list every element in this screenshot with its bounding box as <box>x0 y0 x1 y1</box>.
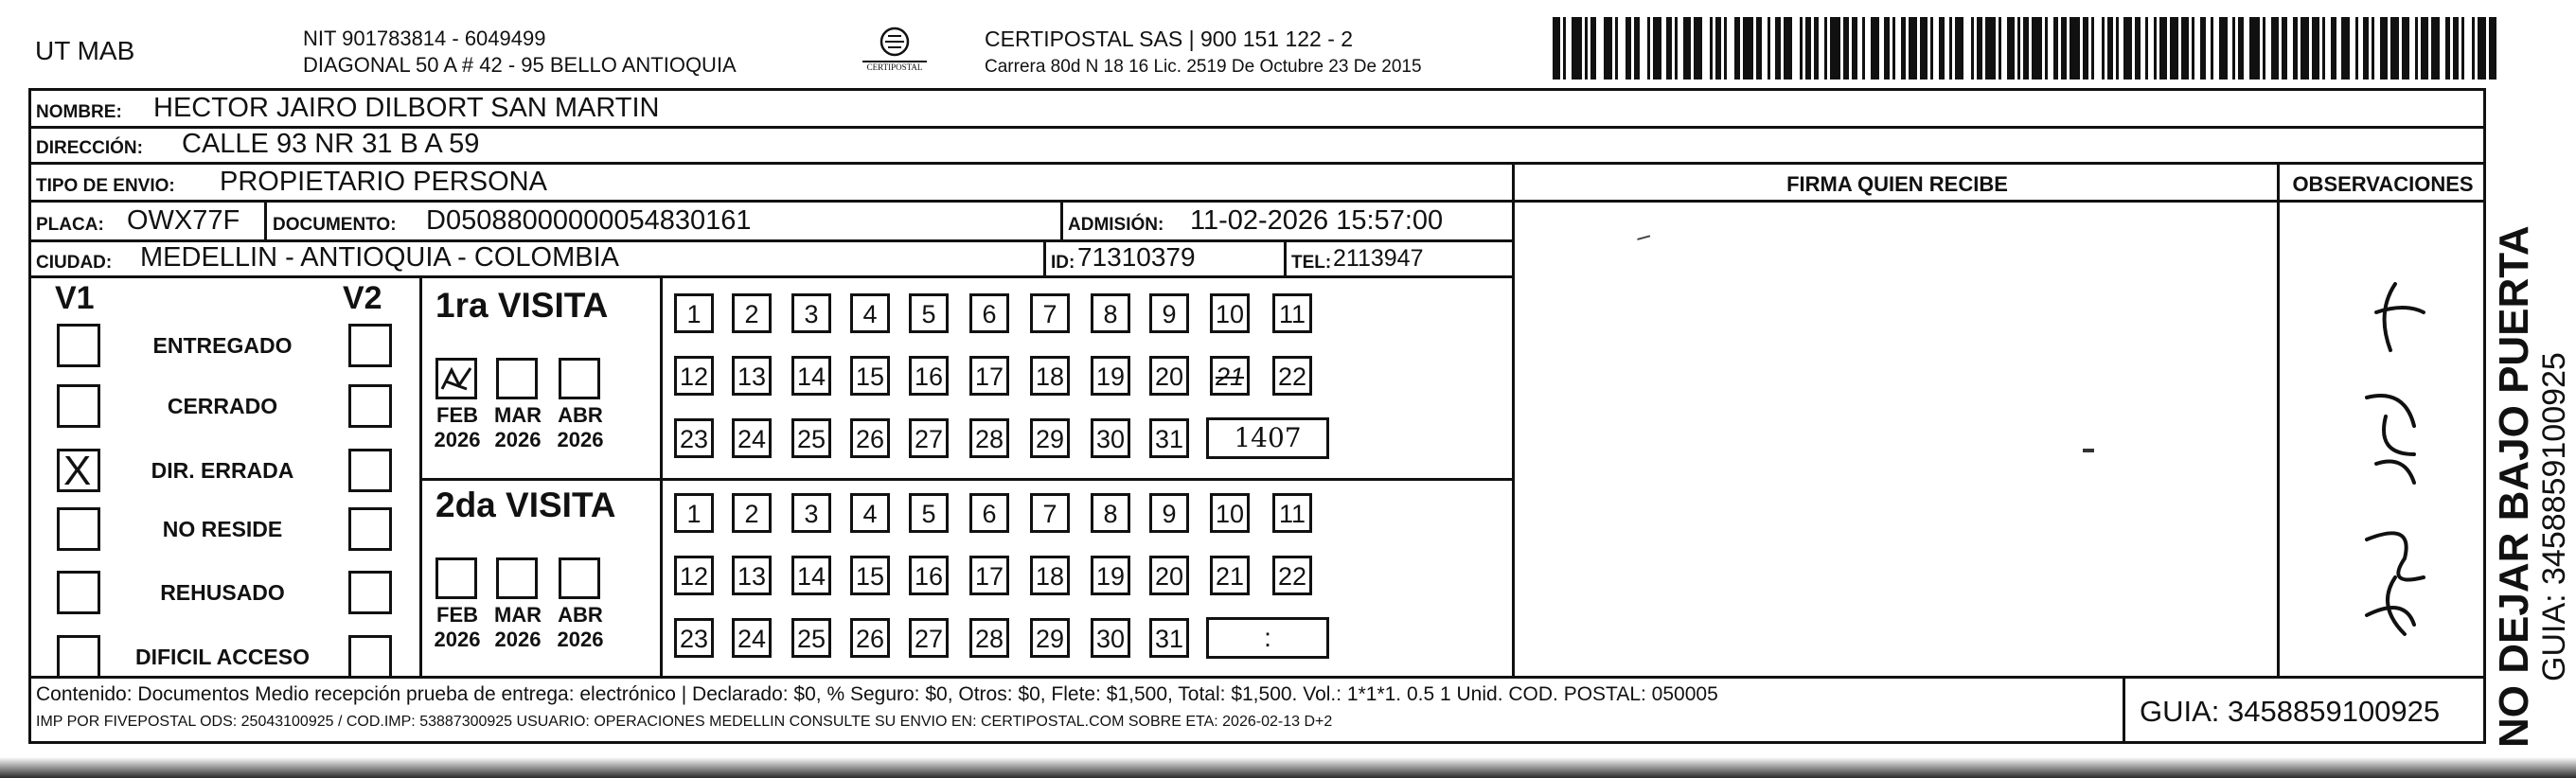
month-year: 2026 <box>494 428 542 451</box>
visit-middle-line <box>419 478 1515 481</box>
second-visit-day-box[interactable]: 23 <box>674 618 714 658</box>
tel-label: TEL: <box>1291 253 1332 273</box>
v1-checkbox[interactable] <box>57 324 100 367</box>
first-visit-day-box[interactable]: 14 <box>791 356 831 396</box>
footer-content: Contenido: Documentos Medio recepción prueba de entrega: electrónico | Declarado: $0, % Seguro: $0, Otros: $0, Flete: $1,500, Total: $1,500. Vol.: 1*1*1. 0.5 1 Unid. COD. POSTAL: 050005 <box>36 683 1718 705</box>
second-visit-day-box[interactable]: 7 <box>1030 493 1070 533</box>
first-visit-month-label <box>485 403 551 452</box>
first-visit-day-box[interactable]: 10 <box>1210 293 1250 333</box>
first-visit-day-box[interactable]: 19 <box>1091 356 1130 396</box>
first-visit-day-box[interactable]: 16 <box>909 356 949 396</box>
admission-label: ADMISIÓN: <box>1068 215 1164 235</box>
second-visit-day-box[interactable]: 16 <box>909 556 949 595</box>
logo-text: CERTIPOSTAL <box>866 62 923 72</box>
month-name: ABR <box>558 603 603 627</box>
check-mark: X <box>63 448 92 494</box>
courier-license: Carrera 80d N 18 16 Lic. 2519 De Octubre 23 De 2015 <box>985 57 1422 77</box>
company-nit: NIT 901783814 - 6049499 <box>303 27 546 50</box>
first-visit-day-box[interactable]: 15 <box>850 356 890 396</box>
second-visit-month-label <box>485 603 551 652</box>
first-visit-day-box[interactable]: 7 <box>1030 293 1070 333</box>
v1-checkbox[interactable] <box>57 507 100 551</box>
address-label: DIRECCIÓN: <box>36 138 143 158</box>
first-visit-day-box[interactable]: 24 <box>732 418 772 458</box>
company-name: UT MAB <box>35 36 135 65</box>
status-label: DIFICIL ACCESO <box>134 645 310 669</box>
footer-guide-box <box>2123 676 2125 744</box>
second-visit-day-box[interactable]: 22 <box>1272 556 1312 595</box>
second-visit-day-box[interactable]: 29 <box>1030 618 1070 658</box>
admission-divider <box>1060 203 1063 239</box>
first-visit-day-box[interactable]: 25 <box>791 418 831 458</box>
second-visit-day-box[interactable]: 12 <box>674 556 714 595</box>
visit-section-divider <box>660 278 663 676</box>
month-year: 2026 <box>434 428 481 451</box>
company-address: DIAGONAL 50 A # 42 - 95 BELLO ANTIOQUIA <box>303 53 737 77</box>
signature-mark-2 <box>2083 449 2094 452</box>
status-section-divider <box>419 278 422 676</box>
plate-divider <box>264 203 267 239</box>
first-visit-day-box[interactable]: 1 <box>674 293 714 333</box>
observations-handwriting <box>2310 227 2461 663</box>
status-label: CERRADO <box>167 394 278 418</box>
second-visit-day-box[interactable]: 17 <box>969 556 1009 595</box>
row-address <box>30 129 2485 165</box>
document-label: DOCUMENTO: <box>273 215 397 235</box>
plate-label: PLACA: <box>36 215 104 235</box>
second-visit-day-box[interactable]: 26 <box>850 618 890 658</box>
footer-line <box>28 676 2486 679</box>
month-name: FEB <box>436 403 478 427</box>
observations-header: OBSERVACIONES <box>2292 172 2474 196</box>
row-plate <box>30 203 1515 242</box>
second-visit-title: 2da VISITA <box>435 486 616 524</box>
first-visit-day-box[interactable]: 28 <box>969 418 1009 458</box>
second-visit-day-box[interactable]: 6 <box>969 493 1009 533</box>
side-guide-text: GUIA: 3458859100925 <box>2536 352 2572 681</box>
id-value: 71310379 <box>1077 242 1196 272</box>
second-visit-day-box[interactable]: 15 <box>850 556 890 595</box>
second-visit-month-label <box>547 603 613 652</box>
v1-checkbox[interactable] <box>57 384 100 428</box>
shipment-type-label: TIPO DE ENVIO: <box>36 176 175 196</box>
address-value: CALLE 93 NR 31 B A 59 <box>182 129 480 159</box>
second-visit-day-box[interactable]: 24 <box>732 618 772 658</box>
tel-divider <box>1284 242 1287 275</box>
status-label: REHUSADO <box>160 580 285 605</box>
second-visit-day-box[interactable]: 10 <box>1210 493 1250 533</box>
city-label: CIUDAD: <box>36 253 113 273</box>
footer-print-info: IMP POR FIVEPOSTAL ODS: 25043100925 / COD.IMP: 53887300925 USUARIO: OPERACIONES MEDELLIN CONSULTE SU ENVIO EN: CERTIPOSTAL.COM SOBRE ETA: 2026-02-13 D+2 <box>36 714 1333 730</box>
v2-checkbox[interactable] <box>348 449 392 492</box>
first-visit-day-box[interactable]: 8 <box>1091 293 1130 333</box>
first-visit-title: 1ra VISITA <box>435 286 609 325</box>
status-label: DIR. ERRADA <box>151 458 294 483</box>
signature-divider <box>1512 165 1515 676</box>
row-city <box>30 242 1515 278</box>
second-visit-month-checkbox[interactable] <box>496 557 538 599</box>
first-visit-day-box[interactable]: 31 <box>1149 418 1189 458</box>
second-visit-month-checkbox[interactable] <box>435 557 477 599</box>
month-name: FEB <box>436 603 478 627</box>
month-name: MAR <box>493 403 542 427</box>
first-visit-month-label <box>424 403 490 452</box>
first-visit-day-box[interactable]: 29 <box>1030 418 1070 458</box>
month-year: 2026 <box>434 628 481 651</box>
v2-checkbox[interactable] <box>348 324 392 367</box>
plate-value: OWX77F <box>127 205 240 236</box>
first-visit-month-label <box>547 403 613 452</box>
tel-value: 2113947 <box>1333 245 1424 272</box>
id-label: ID: <box>1051 253 1075 273</box>
v1-checkbox[interactable] <box>57 449 100 492</box>
second-visit-day-box[interactable]: 3 <box>791 493 831 533</box>
first-visit-day-box[interactable]: 26 <box>850 418 890 458</box>
name-value: HECTOR JAIRO DILBORT SAN MARTIN <box>153 93 660 123</box>
signature-header: FIRMA QUIEN RECIBE <box>1786 172 2008 196</box>
first-visit-day-box[interactable]: 2 <box>732 293 772 333</box>
first-visit-day-box[interactable]: 4 <box>850 293 890 333</box>
v2-checkbox[interactable] <box>348 635 392 679</box>
month-year: 2026 <box>494 628 542 651</box>
second-visit-day-box[interactable]: 2 <box>732 493 772 533</box>
side-warning-text: NO DEJAR BAJO PUERTA <box>2491 225 2537 748</box>
bottom-shadow <box>0 757 2576 778</box>
second-visit-day-box[interactable]: 18 <box>1030 556 1070 595</box>
second-visit-day-box[interactable]: 11 <box>1272 493 1312 533</box>
first-visit-day-box[interactable]: 20 <box>1149 356 1189 396</box>
second-visit-day-box[interactable]: 8 <box>1091 493 1130 533</box>
month-name: MAR <box>493 603 542 627</box>
second-visit-day-box[interactable]: 1 <box>674 493 714 533</box>
month-year: 2026 <box>557 428 604 451</box>
month-year: 2026 <box>557 628 604 651</box>
second-visit-day-box[interactable]: 13 <box>732 556 772 595</box>
second-visit-month-checkbox[interactable] <box>559 557 600 599</box>
courier-name: CERTIPOSTAL SAS | 900 151 122 - 2 <box>985 27 1354 51</box>
first-visit-day-box[interactable]: 23 <box>674 418 714 458</box>
shipment-type-value: PROPIETARIO PERSONA <box>220 167 547 197</box>
second-visit-day-box[interactable]: 31 <box>1149 618 1189 658</box>
second-visit-month-label <box>424 603 490 652</box>
first-visit-day-box[interactable]: 27 <box>909 418 949 458</box>
second-visit-day-box[interactable]: 30 <box>1091 618 1130 658</box>
month-name: ABR <box>558 403 603 427</box>
v2-label: V2 <box>343 280 382 316</box>
first-visit-day-box[interactable]: 3 <box>791 293 831 333</box>
first-visit-month-checkbox[interactable] <box>559 358 600 399</box>
first-visit-day-box[interactable]: 18 <box>1030 356 1070 396</box>
first-visit-day-box[interactable]: 22 <box>1272 356 1312 396</box>
v2-checkbox[interactable] <box>348 507 392 551</box>
v1-label: V1 <box>55 280 95 316</box>
admission-value: 11-02-2026 15:57:00 <box>1190 205 1444 236</box>
name-label: NOMBRE: <box>36 102 122 122</box>
second-visit-day-box[interactable]: 20 <box>1149 556 1189 595</box>
second-visit-day-box[interactable]: 28 <box>969 618 1009 658</box>
first-visit-day-box[interactable]: 17 <box>969 356 1009 396</box>
second-visit-day-box[interactable]: 19 <box>1091 556 1130 595</box>
v1-checkbox[interactable] <box>57 571 100 614</box>
second-visit-day-box[interactable]: 21 <box>1210 556 1250 595</box>
city-value: MEDELLIN - ANTIOQUIA - COLOMBIA <box>140 242 619 273</box>
first-visit-day-box[interactable]: 6 <box>969 293 1009 333</box>
v1-checkbox[interactable] <box>57 635 100 679</box>
id-divider <box>1043 242 1046 275</box>
barcode <box>1553 17 2499 80</box>
second-visit-time-box[interactable]: : <box>1206 617 1329 659</box>
second-visit-day-box[interactable]: 14 <box>791 556 831 595</box>
v2-checkbox[interactable] <box>348 384 392 428</box>
certipostal-logo <box>857 25 933 78</box>
footer-guide: GUIA: 3458859100925 <box>2140 695 2441 728</box>
side-warning <box>2492 85 2571 748</box>
second-visit-day-box[interactable]: 9 <box>1149 493 1189 533</box>
row-name <box>30 91 2485 129</box>
row-shipment-type <box>30 165 1515 203</box>
second-visit-day-box[interactable]: 27 <box>909 618 949 658</box>
v2-checkbox[interactable] <box>348 571 392 614</box>
first-visit-day-box[interactable]: 13 <box>732 356 772 396</box>
signature-header-line <box>1512 200 2486 203</box>
first-visit-month-checkbox[interactable] <box>435 358 477 399</box>
second-visit-day-box[interactable]: 5 <box>909 493 949 533</box>
first-visit-time-box[interactable]: 1407 <box>1206 417 1329 459</box>
status-label: NO RESIDE <box>162 517 283 541</box>
month-handwritten-mark <box>438 361 476 398</box>
second-visit-day-box[interactable]: 25 <box>791 618 831 658</box>
first-visit-day-box[interactable]: 30 <box>1091 418 1130 458</box>
first-visit-day-box[interactable]: 5 <box>909 293 949 333</box>
first-visit-day-box[interactable]: 11 <box>1272 293 1312 333</box>
first-visit-month-checkbox[interactable] <box>496 358 538 399</box>
observations-divider <box>2277 165 2280 676</box>
status-label: ENTREGADO <box>152 333 293 358</box>
first-visit-day-box[interactable]: 12 <box>674 356 714 396</box>
first-visit-day-box[interactable]: 9 <box>1149 293 1189 333</box>
document-value: D05088000000054830161 <box>426 205 752 236</box>
first-visit-day-box[interactable]: 21 <box>1210 356 1250 396</box>
second-visit-day-box[interactable]: 4 <box>850 493 890 533</box>
